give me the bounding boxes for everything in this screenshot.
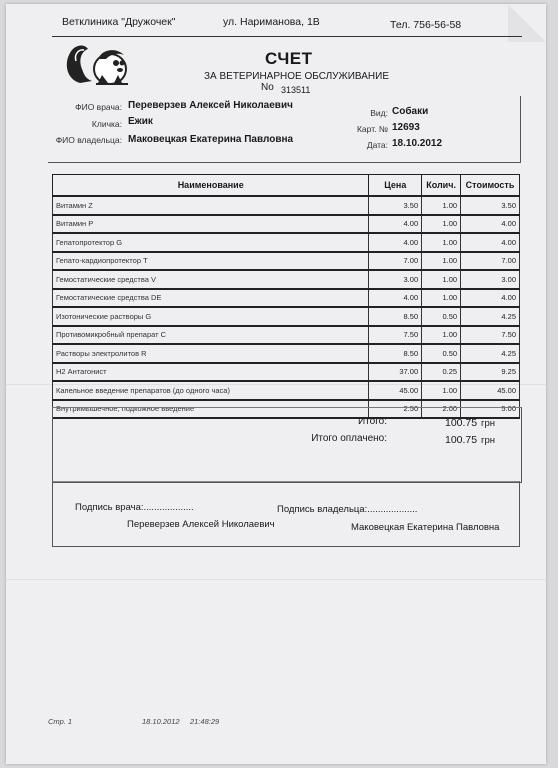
table-row bbox=[53, 381, 520, 400]
service-price: 3.00 bbox=[369, 270, 422, 289]
clinic-address: ул. Нариманова, 1В bbox=[223, 16, 320, 28]
paid-amount: 100.75 bbox=[445, 434, 478, 446]
service-price: 4.00 bbox=[369, 215, 422, 234]
document-subtitle: ЗА ВЕТЕРИНАРНОЕ ОБСЛУЖИВАНИЕ bbox=[204, 71, 390, 82]
invoice-number-label: No bbox=[261, 82, 274, 93]
service-price: 8.50 bbox=[369, 307, 422, 326]
date-label: Дата: bbox=[366, 140, 388, 150]
service-cost: 4.00 bbox=[461, 233, 520, 252]
service-qty: 2.00 bbox=[422, 400, 461, 419]
service-cost: 3.50 bbox=[461, 196, 520, 215]
service-name: Витамин P bbox=[53, 215, 369, 234]
service-price: 37.00 bbox=[369, 363, 422, 382]
totals-box bbox=[52, 407, 522, 483]
service-cost: 4.00 bbox=[461, 215, 520, 234]
total-amount: 100.75 bbox=[445, 417, 478, 429]
table-row bbox=[53, 289, 520, 308]
service-price: 7.50 bbox=[369, 326, 422, 345]
doctor-signature-label: Подпись врача:................... bbox=[75, 502, 194, 513]
service-qty: 0.25 bbox=[422, 363, 461, 382]
card-label: Карт. № bbox=[356, 124, 388, 134]
service-cost: 3.00 bbox=[461, 270, 520, 289]
service-qty: 1.00 bbox=[422, 289, 461, 308]
service-name: Изотонические растворы G bbox=[53, 307, 369, 326]
service-qty: 1.00 bbox=[422, 215, 461, 234]
service-price: 7.00 bbox=[369, 252, 422, 271]
service-price: 2.50 bbox=[369, 400, 422, 419]
service-cost: 5.00 bbox=[461, 400, 520, 419]
table-row bbox=[53, 215, 520, 234]
owner-signature-name: Маковецкая Екатерина Павловна bbox=[351, 522, 500, 533]
service-price: 8.50 bbox=[369, 344, 422, 363]
service-price: 3.50 bbox=[369, 196, 422, 215]
service-cost: 4.25 bbox=[461, 344, 520, 363]
service-qty: 0.50 bbox=[422, 344, 461, 363]
service-qty: 1.00 bbox=[422, 270, 461, 289]
table-row bbox=[53, 363, 520, 382]
total-label: Итого: bbox=[358, 416, 387, 427]
service-qty: 1.00 bbox=[422, 196, 461, 215]
invoice-paper bbox=[6, 4, 546, 764]
service-cost: 4.25 bbox=[461, 307, 520, 326]
nickname-label: Кличка: bbox=[91, 119, 122, 129]
invoice-number: 313511 bbox=[281, 85, 311, 95]
service-price: 45.00 bbox=[369, 381, 422, 400]
service-cost: 4.00 bbox=[461, 289, 520, 308]
invoice-date: 18.10.2012 bbox=[392, 138, 443, 149]
header-divider bbox=[52, 36, 522, 37]
service-name: Внутримышечное, подкожное введение bbox=[53, 400, 369, 419]
table-row bbox=[53, 252, 520, 271]
service-cost: 45.00 bbox=[461, 381, 520, 400]
table-row bbox=[53, 233, 520, 252]
table-row bbox=[53, 270, 520, 289]
total-currency: грн bbox=[481, 418, 495, 429]
table-row bbox=[53, 196, 520, 215]
service-qty: 1.00 bbox=[422, 252, 461, 271]
doctor-name: Переверзев Алексей Николаевич bbox=[128, 100, 293, 111]
patient-info-box bbox=[48, 96, 521, 163]
service-qty: 1.00 bbox=[422, 326, 461, 345]
col-header-name: Наименование bbox=[53, 175, 369, 197]
service-name: Капельное введение препаратов (до одного часа) bbox=[53, 381, 369, 400]
paper-crease bbox=[6, 579, 546, 580]
col-header-price: Цена bbox=[369, 175, 422, 197]
service-qty: 1.00 bbox=[422, 233, 461, 252]
clinic-name: Ветклиника "Дружочек" bbox=[62, 16, 176, 28]
service-qty: 0.50 bbox=[422, 307, 461, 326]
service-qty: 1.00 bbox=[422, 381, 461, 400]
table-row bbox=[53, 307, 520, 326]
service-name: Противомикробный препарат C bbox=[53, 326, 369, 345]
service-price: 4.00 bbox=[369, 233, 422, 252]
signatures-box bbox=[52, 481, 520, 547]
clinic-phone: Тел. 756-56-58 bbox=[390, 19, 462, 31]
paid-currency: грн bbox=[481, 435, 495, 446]
card-number: 12693 bbox=[392, 122, 420, 133]
doctor-signature-name: Переверзев Алексей Николаевич bbox=[127, 519, 275, 530]
print-time: 21:48:29 bbox=[190, 717, 220, 726]
print-date: 18.10.2012 bbox=[142, 717, 180, 726]
squirrel-logo-icon bbox=[62, 39, 136, 89]
table-row bbox=[53, 344, 520, 363]
document-title: СЧЕТ bbox=[265, 49, 313, 68]
service-name: Гемостатические средства V bbox=[53, 270, 369, 289]
service-name: Гепатопротектор G bbox=[53, 233, 369, 252]
pet-nickname: Ежик bbox=[128, 116, 153, 127]
service-cost: 9.25 bbox=[461, 363, 520, 382]
service-name: Гемостатические средства DE bbox=[53, 289, 369, 308]
species-label: Вид: bbox=[370, 108, 388, 118]
owner-label: ФИО владельца: bbox=[55, 135, 122, 145]
owner-signature-label: Подпись владельца:................... bbox=[277, 504, 418, 515]
service-name: H2 Антагонист bbox=[53, 363, 369, 382]
paid-label: Итого оплачено: bbox=[311, 433, 387, 444]
doctor-label: ФИО врача: bbox=[75, 102, 122, 112]
services-table bbox=[52, 174, 520, 419]
owner-name: Маковецкая Екатерина Павловна bbox=[128, 134, 294, 145]
service-name: Растворы электролитов R bbox=[53, 344, 369, 363]
col-header-cost: Стоимость bbox=[461, 175, 520, 197]
pet-species: Собаки bbox=[392, 106, 429, 117]
page-number: Стр. 1 bbox=[48, 717, 73, 726]
service-name: Витамин Z bbox=[53, 196, 369, 215]
service-cost: 7.00 bbox=[461, 252, 520, 271]
col-header-qty: Колич. bbox=[422, 175, 461, 197]
service-name: Гепато-кардиопротектор T bbox=[53, 252, 369, 271]
table-row bbox=[53, 326, 520, 345]
service-price: 4.00 bbox=[369, 289, 422, 308]
service-cost: 7.50 bbox=[461, 326, 520, 345]
table-header-row bbox=[53, 175, 520, 197]
